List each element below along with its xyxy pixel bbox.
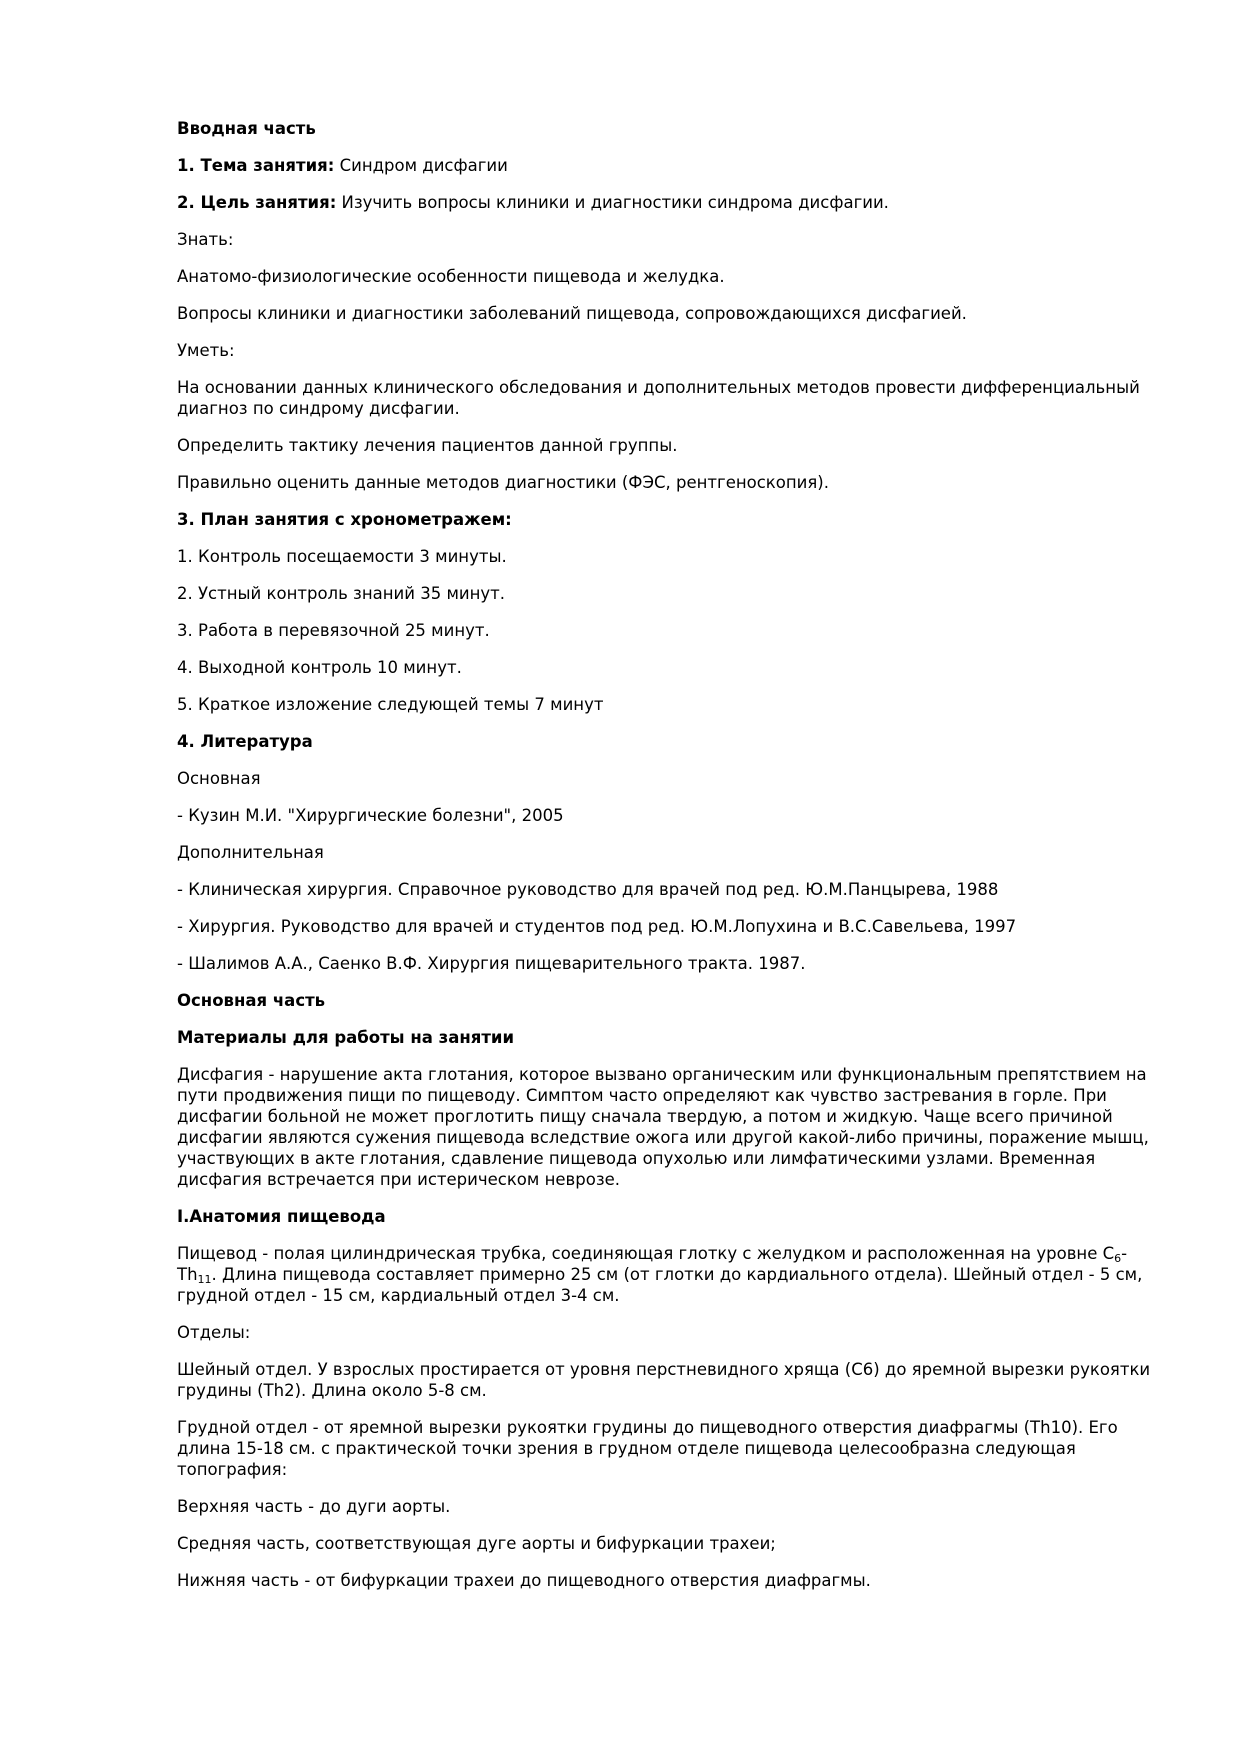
anatomy-heading: I.Анатомия пищевода: [177, 1207, 386, 1226]
literature-item: - Хирургия. Руководство для врачей и студентов под ред. Ю.М.Лопухина и В.С.Савельева, 1997: [177, 917, 1017, 936]
main-heading: Основная часть: [177, 991, 326, 1010]
section-item: Шейный отдел. У взрослых простирается от уровня перстневидного хряща (C6) до яремной вырезки рукоятки грудины (Th2). Длина около 5-8 см.: [177, 1360, 1151, 1400]
can-label: Уметь:: [177, 341, 235, 360]
anatomy-paragraph: [177, 1243, 1157, 1306]
can-item: На основании данных клинического обследования и дополнительных методов провести дифференциальный диагноз по синдрому дисфагии.: [177, 378, 1140, 418]
anatomy-subscript-1: 6: [1114, 1252, 1122, 1265]
extra-literature-label: Дополнительная: [177, 843, 324, 862]
know-item: Анатомо-физиологические особенности пищевода и желудка.: [177, 267, 725, 286]
plan-item: 5. Краткое изложение следующей темы 7 минут: [177, 695, 604, 714]
plan-item: 4. Выходной контроль 10 минут.: [177, 658, 462, 677]
plan-item: 3. Работа в перевязочной 25 минут.: [177, 621, 490, 640]
topic-line: [177, 155, 1157, 176]
plan-item: 2. Устный контроль знаний 35 минут.: [177, 584, 506, 603]
section-item: Средняя часть, соответствующая дуге аорты и бифуркации трахеи;: [177, 1534, 776, 1553]
know-label: Знать:: [177, 230, 234, 249]
literature-item: - Шалимов А.А., Саенко В.Ф. Хирургия пищеварительного тракта. 1987.: [177, 954, 806, 973]
section-item: Грудной отдел - от яремной вырезки рукоятки грудины до пищеводного отверстия диафрагмы (Th10). Его длина 15-18 см. с практической точки зрения в грудном отделе пищевода целесообразна следующая топография:: [177, 1418, 1118, 1479]
plan-heading: 3. План занятия с хронометражем:: [177, 510, 512, 529]
plan-item: 1. Контроль посещаемости 3 минуты.: [177, 547, 507, 566]
anatomy-text-3: . Длина пищевода составляет примерно 25 см (от глотки до кардиального отдела). Шейный отдел - 5 см, грудной отдел - 15 см, кардиальный отдел 3-4 см.: [177, 1265, 1143, 1305]
can-item: Определить тактику лечения пациентов данной группы.: [177, 436, 678, 455]
sections-label: Отделы:: [177, 1323, 251, 1342]
know-item: Вопросы клиники и диагностики заболеваний пищевода, сопровождающихся дисфагией.: [177, 304, 967, 323]
section-item: Верхняя часть - до дуги аорты.: [177, 1497, 451, 1516]
can-item: Правильно оценить данные методов диагностики (ФЭС, рентгеноскопия).: [177, 473, 829, 492]
goal-label: 2. Цель занятия:: [177, 193, 337, 212]
literature-heading: 4. Литература: [177, 732, 313, 751]
section-item: Нижняя часть - от бифуркации трахеи до пищеводного отверстия диафрагмы.: [177, 1571, 871, 1590]
anatomy-subscript-2: 11: [197, 1273, 212, 1286]
topic-value: Синдром дисфагии: [334, 156, 508, 175]
intro-heading: Вводная часть: [177, 119, 316, 138]
document-page: [177, 118, 1157, 1607]
dysphagia-paragraph: Дисфагия - нарушение акта глотания, которое вызвано органическим или функциональным препятствием на пути продвижения пищи по пищеводу. Симптом часто определяют как чувство застревания в горле. При дисфагии больной не может проглотить пищу сначала твердую, а потом и жидкую. Чаще всего причиной дисфагии являются сужения пищевода вследствие ожога или другой какой-либо причины, поражение мышц, участвующих в акте глотания, сдавление пищевода опухолью или лимфатическими узлами. Временная дисфагия встречается при истерическом неврозе.: [177, 1065, 1149, 1189]
materials-heading: Материалы для работы на занятии: [177, 1028, 515, 1047]
anatomy-text-2: -Th: [177, 1244, 1128, 1284]
goal-line: [177, 192, 1157, 213]
literature-item: - Кузин М.И. "Хирургические болезни", 2005: [177, 806, 564, 825]
anatomy-text-1: Пищевод - полая цилиндрическая трубка, соединяющая глотку с желудком и расположенная на уровне C: [177, 1244, 1115, 1263]
main-literature-label: Основная: [177, 769, 261, 788]
topic-label: 1. Тема занятия:: [177, 156, 335, 175]
goal-value: Изучить вопросы клиники и диагностики синдрома дисфагии.: [336, 193, 889, 212]
literature-item: - Клиническая хирургия. Справочное руководство для врачей под ред. Ю.М.Панцырева, 1988: [177, 880, 999, 899]
